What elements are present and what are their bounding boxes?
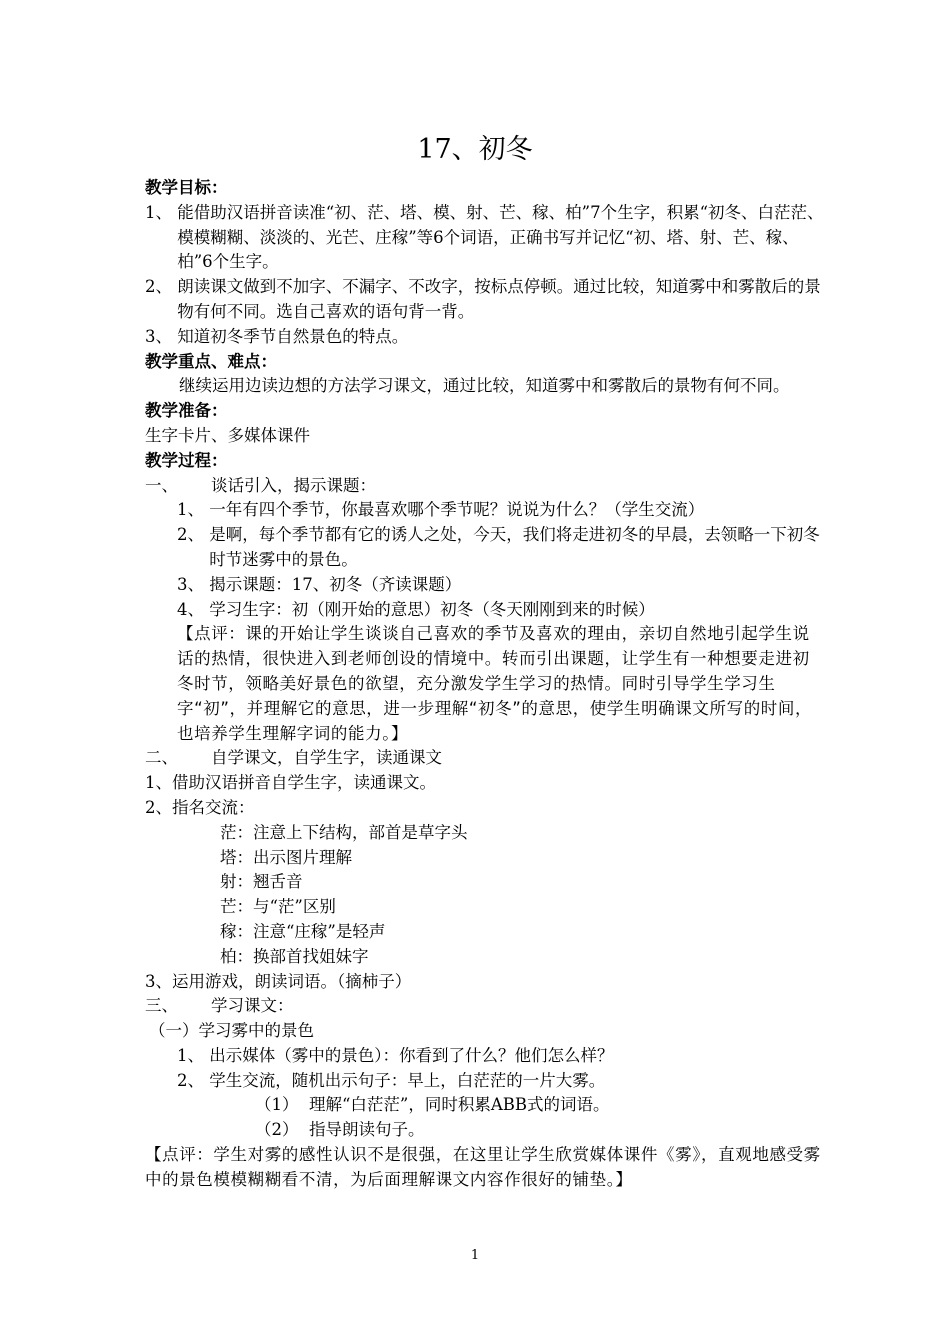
section-one-item: 4、 学习生字：初（刚开始的意思）初冬（冬天刚刚到来的时候） xyxy=(177,599,655,619)
section-two-item: 2、指名交流： xyxy=(145,797,255,817)
comment-block: 【点评：学生对雾的感性认识不是很强，在这里让学生欣赏媒体课件《雾》，直观地感受雾中的景色模模糊糊看不清，为后面理解课文内容作很好的铺垫。】 xyxy=(145,1145,821,1189)
section-two-title: 二、 自学课文，自学生字，读通课文 xyxy=(145,748,442,768)
goal-item: 3、 知道初冬季节自然景色的特点。 xyxy=(145,326,409,346)
section-one-title: 一、 谈话引入，揭示课题： xyxy=(145,475,376,495)
char-note: 芒：与“茫”区别 xyxy=(220,897,336,917)
section-one-item: 3、 揭示课题：17、初冬（齐读课题） xyxy=(177,574,462,594)
keypoints-text: 继续运用边读边想的方法学习课文，通过比较，知道雾中和雾散后的景物有何不同。 xyxy=(179,376,790,396)
keypoints-heading: 教学重点、难点： xyxy=(145,351,277,371)
section-two-item: 1、借助汉语拼音自学生字，读通课文。 xyxy=(145,773,436,793)
section-one-item: 2、 是啊，每个季节都有它的诱人之处，今天，我们将走进初冬的早晨，去领略一下初冬时节迷雾中的景色。 xyxy=(177,525,820,569)
section-three-subitem: （1） 理解“白茫茫”，同时积累ABB式的词语。 xyxy=(255,1095,610,1115)
page-title: 17、初冬 xyxy=(417,134,533,165)
char-note: 塔：出示图片理解 xyxy=(220,847,352,867)
char-note: 稼：注意“庄稼”是轻声 xyxy=(220,921,386,941)
section-three-subitem: （2） 指导朗读句子。 xyxy=(255,1120,425,1140)
comment-block: 【点评：课的开始让学生谈谈自己喜欢的季节及喜欢的理由，亲切自然地引起学生说话的热情，很快进入到老师创设的情境中。转而引出课题，让学生有一种想要走进初冬时节，领略美好景色的欲望，充分激发学生学习的热情。同时引导学生学习生字“初”，并理解它的意思，进一步理解“初冬”的意思，使学生明确课文所写的时间，也培养学生理解字词的能力。】 xyxy=(177,624,813,743)
subsection-title: （一）学习雾中的景色 xyxy=(149,1021,314,1041)
section-three-item: 2、 学生交流，随机出示句子：早上，白茫茫的一片大雾。 xyxy=(177,1070,606,1090)
char-note: 茫：注意上下结构，部首是草字头 xyxy=(220,822,468,842)
goal-item: 2、 朗读课文做到不加字、不漏字、不改字，按标点停顿。通过比较，知道雾中和雾散后的景物有何不同。选自己喜欢的语句背一背。 xyxy=(145,277,821,321)
prep-text: 生字卡片、多媒体课件 xyxy=(145,425,310,445)
goals-heading: 教学目标： xyxy=(145,178,228,197)
goal-item: 1、 能借助汉语拼音读准“初、茫、塔、模、射、芒、稼、柏”7个生字，积累“初冬、白茫茫、模模糊糊、淡淡的、光芒、庄稼”等6个词语，正确书写并记忆“初、塔、射、芒、稼、柏”6个生字。 xyxy=(145,202,824,272)
prep-heading: 教学准备： xyxy=(145,401,228,421)
section-three-title: 三、 学习课文： xyxy=(145,996,294,1016)
section-two-item: 3、运用游戏，朗读词语。（摘柿子） xyxy=(145,971,412,991)
section-three-item: 1、 出示媒体（雾中的景色）：你看到了什么？他们怎么样？ xyxy=(177,1045,614,1065)
char-note: 射：翘舌音 xyxy=(220,872,303,892)
process-heading: 教学过程： xyxy=(145,450,228,470)
char-note: 柏：换部首找姐妹字 xyxy=(220,946,369,966)
document-body xyxy=(145,176,825,1193)
page-number: 1 xyxy=(470,1248,480,1263)
section-one-item: 1、 一年有四个季节，你最喜欢哪个季节呢？说说为什么？（学生交流） xyxy=(177,500,705,520)
